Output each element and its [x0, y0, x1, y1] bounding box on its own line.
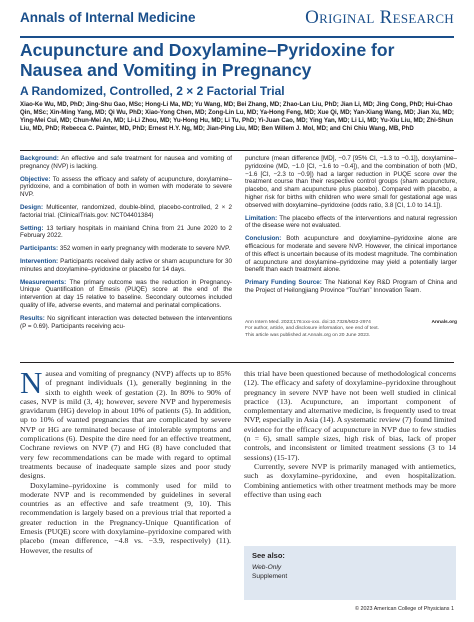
abstract-text: The National Key R&D Program of China and the Project of Heilongjiang Province “TouYan” Innovation Team. — [245, 279, 458, 294]
supplement-link[interactable]: Supplement — [252, 572, 288, 580]
body-paragraph: Doxylamine–pyridoxine is commonly used for mild to moderate NVP and is recommended by guidelines in several countries as an effective and safe treatment (9, 10). This recommendation is largely based on a previous trial that reported a greater reduction in the Pregnancy-Unique Quantification of Emesis (PUQE) score with doxylamine–pyridoxine compared with placebo (mean difference, −4.8 vs. −3.9, respectively) (11). However, the results of — [20, 480, 231, 555]
journal-name: Annals of Internal Medicine — [20, 10, 196, 25]
abstract-text: To assess the efficacy and safety of acupuncture, doxylamine–pyridoxine, and a combination of both in women with moderate to severe NVP. — [20, 175, 232, 199]
abstract-objective — [20, 176, 232, 199]
web-only-label: Web-Only — [252, 564, 282, 571]
abstract-label: Results: — [20, 314, 45, 322]
annals-link[interactable]: Annals.org — [431, 320, 457, 325]
section-label: Original Research — [305, 7, 454, 28]
abstract-label: Background: — [20, 155, 59, 162]
abstract-text: The primary outcome was the reduction in Pregnancy-Unique Quantification of Emesis (PUQE) score at the end of the intervention at day 15 relative to baseline. Secondary outcomes included quality of life, adverse events, and maternal and perinatal complications. — [20, 278, 232, 309]
abstract-label: Primary Funding Source: — [245, 279, 322, 287]
abstract-conclusion — [245, 235, 457, 274]
body-paragraph: this trial have been questioned because of methodological concerns (12). The efficacy and safety of doxylamine–pyridoxine throughout pregnancy in severe NVP have not been well studied in clinical practice (13). Acupuncture, an important component of complementary and alternative medicine, is frequently used to treat NVP, especially in Asia (14). A systematic review (7) found limited evidence for the efficacy of acupuncture in NVP due to few studies (n = 6), small sample sizes, high risk of bias, lack of proper controls, and inconsistent or limited treatment sessions (3 to 14 sessions) (15-17). — [244, 369, 456, 462]
body-paragraph — [20, 365, 231, 481]
see-also-box — [244, 546, 456, 600]
author-list: Xiao-Ke Wu, MD, PhD; Jing-Shu Gao, MSc; Hong-Li Ma, MD; Yu Wang, MD; Bei Zhang, MD; Zhao-Lan Liu, PhD; Jian Li, MD; Jing Cong, PhD; Hui-Chao Qin, MSc; Xin-Ming Yang, MD; Qi Wu, PhD; Xiao-Yong Chen, MD; Zong-Lin Lu, MD; Ya-Hong Feng, MD; Xue Qi, MD; Yan-Xiang Wang, MD; Jian Xu, MD; Ying-Mei Cui, MD; Chun-Mei An, MD; Li-Li Zhou, MD; Yu-Hong Hu, MD; Li Tu, PhD; Yi-Juan Cao, MD; Ying Yan, MD; Li Li, MD; Yu-Xiu Liu, MD; Zhi-Shun Liu, MD, PhD; Rebecca C. Painter, MD, PhD; Ernest H.Y. Ng, MD; Jian-Ping Liu, MD; Ben Willem J. Mol, MD; and Chi Chiu Wang, MB, PhD — [20, 101, 454, 132]
body-text: ausea and vomiting of pregnancy (NVP) affects up to 85% of pregnant individuals (1), generally beginning in the sixth to eighth week of gestation (2). In 80% to 90% of cases, NVP is mild (3, 4); however, severe NVP and hyperemesis gravidarum (HG) develop in about 10% of patients (5). In addition, up to 10% of wanted pregnancies that are complicated by severe NVP or HG are terminated because of intolerable symptoms and complications (6). Despite the dire need for an effective treatment, Cochrane reviews on NVP (7) and HG (8) have concluded that very few recommendations can be made with regard to optimal treatments because of inadequate sample sizes and poor study designs. — [20, 369, 231, 481]
abstract-measurements — [20, 279, 232, 310]
abstract-text: An effective and safe treatment for nausea and vomiting of pregnancy (NVP) is lacking. — [20, 155, 232, 170]
abstract-text: Multicenter, randomized, double-blind, placebo-controlled, 2 × 2 factorial trial. (ClinicalTrials.gov: NCT04401384) — [20, 203, 233, 219]
abstract-text: Participants received daily active or sham acupuncture for 30 minutes and doxylamine–pyridoxine or placebo for 14 days. — [20, 257, 233, 273]
page-header — [0, 0, 474, 40]
abstract-label: Limitation: — [245, 214, 278, 222]
abstract-text: Both acupuncture and doxylamine–pyridoxine alone are efficacious for moderate and severe NVP. However, the clinical importance of this effect is uncertain because of its modest magnitude. The combination of acupuncture and doxylamine–pyridoxine may yield a potentially larger benefit than each treatment alone. — [245, 235, 457, 274]
abstract-funding — [245, 279, 457, 295]
citation-block — [245, 320, 457, 339]
abstract-label: Setting: — [20, 224, 44, 232]
abstract-label: Intervention: — [20, 257, 59, 265]
abstract-intervention — [20, 258, 232, 274]
body-top-divider — [20, 362, 454, 363]
abstract-text: No significant interaction was detected between the interventions (P = 0.69). Participants receiving acu- — [20, 314, 233, 330]
citation-publication-date: This article was published at Annals.org on 20 June 2023. — [245, 332, 371, 338]
abstract-limitation — [245, 215, 457, 231]
abstract-label: Conclusion: — [245, 235, 282, 243]
citation-reference: Ann Intern Med. 2023;176:xxx-xxx. doi:10.7326/M22-2974 — [245, 320, 371, 325]
abstract-label: Design: — [20, 203, 44, 211]
citation-disclosure: For author, article, and disclosure information, see end of text. — [245, 326, 380, 332]
drop-cap: N — [20, 365, 43, 400]
abstract-text: 352 women in early pregnancy with moderate to severe NVP. — [59, 245, 231, 253]
abstract-text: 13 tertiary hospitals in mainland China from 21 June 2020 to 2 February 2022. — [20, 224, 232, 240]
abstract-results-continued: puncture (mean difference [MD], −0.7 [95% CI, −1.3 to −0.1]), doxylamine–pyridoxine (MD, −1.0 [CI, −1.6 to −0.4]), and the combination of both (MD, −1.6 [CI, −2.3 to −0.9]) had a larger reduction in PUQE score over the treatment course than their respective control groups (sham acupuncture, placebo, and sham acupuncture plus placebo). Compared with placebo, a higher risk for births with children who were small for gestational age was observed with doxylamine–pyridoxine (odds ratio, 3.8 [CI, 1.0 to 14.1]). — [245, 155, 457, 209]
body-left-column — [20, 365, 231, 555]
see-also-heading: See also: — [252, 551, 285, 560]
page-footer: © 2023 American College of Physicians 1 — [355, 606, 454, 612]
abstract-left-column — [20, 155, 232, 335]
abstract-text: The placebo effects of the interventions and natural regression of the disease were not evaluated. — [245, 214, 457, 230]
body-paragraph: Currently, severe NVP is primarily managed with antiemetics, such as doxylamine–pyridoxine, and even hospitalization. Combining antiemetics with other treatment methods may be more effective than using each — [244, 461, 456, 499]
abstract-participants — [20, 245, 232, 253]
abstract-background — [20, 155, 232, 171]
article-title: Acupuncture and Doxylamine–Pyridoxine for Nausea and Vomiting in Pregnancy — [20, 40, 395, 80]
abstract-top-divider — [20, 150, 454, 151]
body-right-column — [244, 369, 456, 499]
abstract-label: Objective: — [20, 175, 51, 183]
abstract-right-column — [245, 155, 457, 300]
abstract-results — [20, 315, 232, 331]
abstract-label: Measurements: — [20, 278, 67, 286]
abstract-setting — [20, 225, 232, 241]
article-subtitle: A Randomized, Controlled, 2 × 2 Factorial Trial — [20, 84, 285, 98]
abstract-label: Participants: — [20, 245, 59, 253]
abstract-design — [20, 204, 232, 220]
header-divider — [20, 36, 454, 38]
